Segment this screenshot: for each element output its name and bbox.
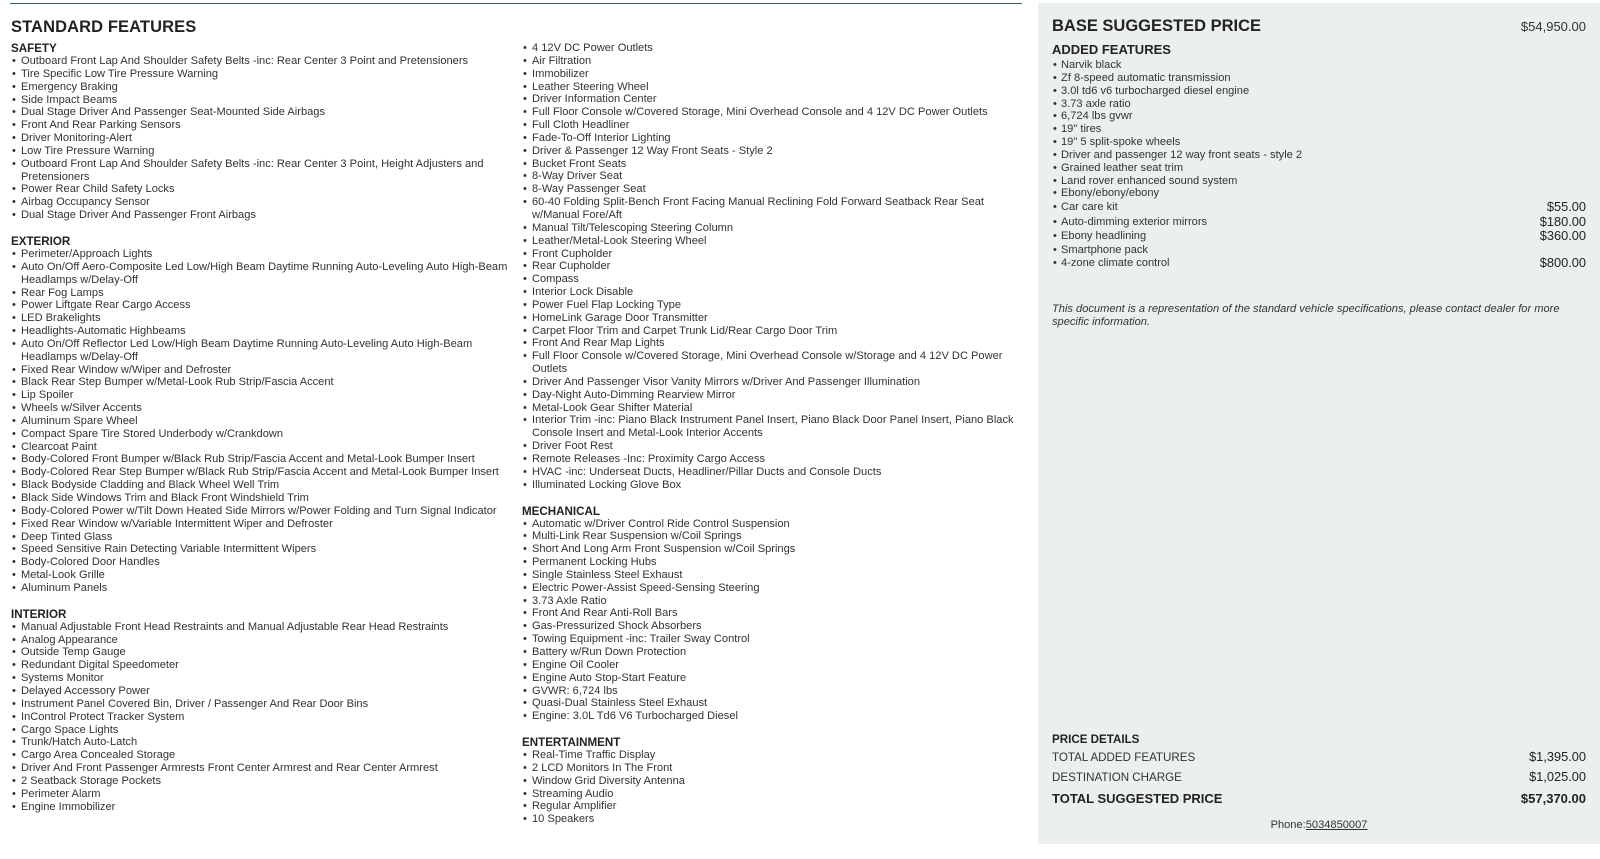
pricing-panel bbox=[1038, 3, 1600, 844]
standard-features-panel bbox=[10, 3, 1022, 856]
base-price-value: $54,950.00 bbox=[1520, 19, 1586, 34]
feature-item: • Fixed Rear Window w/Variable Intermittent Wiper and Defroster bbox=[11, 518, 509, 531]
section-heading: ENTERTAINMENT bbox=[522, 736, 621, 750]
feature-item: • Black Bodyside Cladding and Black Wheel Well Trim bbox=[11, 479, 509, 492]
added-feature-name: • 19" 5 split-spoke wheels bbox=[1061, 136, 1181, 149]
added-feature-item bbox=[1052, 110, 1586, 123]
feature-item: • Illuminated Locking Glove Box bbox=[522, 479, 1034, 492]
feature-item: • Instrument Panel Covered Bin, Driver / Passenger And Rear Door Bins bbox=[11, 698, 509, 711]
feature-item: • Power Liftgate Rear Cargo Access bbox=[11, 299, 509, 312]
section-heading: SAFETY bbox=[11, 42, 57, 55]
destination-value: $1,025.00 bbox=[1529, 769, 1586, 784]
feature-item: • Interior Trim -inc: Piano Black Instrument Panel Insert, Piano Black Door Panel Insert, Piano Black Console Insert and Metal-Look Interior Accents bbox=[522, 414, 1034, 440]
feature-item: • Manual Tilt/Telescoping Steering Column bbox=[522, 222, 1034, 235]
added-features-heading: ADDED FEATURES bbox=[1052, 42, 1171, 57]
added-feature-item bbox=[1052, 98, 1586, 111]
feature-item: • Metal-Look Gear Shifter Material bbox=[522, 402, 1034, 415]
added-feature-name: • Narvik black bbox=[1061, 59, 1122, 71]
feature-list bbox=[11, 621, 509, 814]
disclaimer: This document is a representation of the standard vehicle specifications, please contact dealer for more specific information. bbox=[1052, 303, 1560, 328]
feature-item: • Clearcoat Paint bbox=[11, 441, 509, 454]
feature-item: • Airbag Occupancy Sensor bbox=[11, 196, 509, 209]
feature-item: • 10 Speakers bbox=[522, 813, 1034, 826]
feature-item: • Body-Colored Front Bumper w/Black Rub Strip/Fascia Accent and Metal-Look Bumper Insert bbox=[11, 453, 509, 466]
added-feature-name: • Ebony/ebony/ebony bbox=[1061, 187, 1160, 200]
feature-item: • Rear Cupholder bbox=[522, 260, 1034, 273]
phone-line bbox=[1038, 819, 1600, 831]
feature-item: • 8-Way Passenger Seat bbox=[522, 183, 1034, 196]
feature-item: • Power Rear Child Safety Locks bbox=[11, 183, 509, 196]
total-added-label: TOTAL ADDED FEATURES bbox=[1052, 751, 1196, 764]
feature-item: • Trunk/Hatch Auto-Latch bbox=[11, 736, 509, 749]
section-heading: EXTERIOR bbox=[11, 234, 71, 248]
feature-item: • Driver Information Center bbox=[522, 93, 1034, 106]
base-price-label: BASE SUGGESTED PRICE bbox=[1052, 17, 1262, 35]
added-feature-item bbox=[1052, 200, 1586, 214]
standard-features-title: STANDARD FEATURES bbox=[11, 18, 197, 36]
feature-item: • InControl Protect Tracker System bbox=[11, 711, 509, 724]
added-feature-item bbox=[1052, 59, 1586, 72]
feature-item: • Multi-Link Rear Suspension w/Coil Springs bbox=[522, 530, 1034, 543]
phone-label: Phone: bbox=[1270, 819, 1306, 831]
feature-section bbox=[11, 608, 509, 814]
feature-item: • Full Floor Console w/Covered Storage, Mini Overhead Console and 4 12V DC Power Outlets bbox=[522, 106, 1034, 119]
feature-item: • Dual Stage Driver And Passenger Seat-Mounted Side Airbags bbox=[11, 106, 509, 119]
feature-item: • Gas-Pressurized Shock Absorbers bbox=[522, 620, 1034, 633]
total-price-row bbox=[1052, 791, 1586, 806]
feature-item: • Front And Rear Anti-Roll Bars bbox=[522, 607, 1034, 620]
feature-item: • Redundant Digital Speedometer bbox=[11, 659, 509, 672]
added-feature-price: $800.00 bbox=[1539, 255, 1586, 271]
added-feature-name: • 19" tires bbox=[1061, 123, 1102, 136]
added-feature-name: • Auto-dimming exterior mirrors bbox=[1061, 215, 1208, 228]
feature-item: • Engine Oil Cooler bbox=[522, 659, 1034, 672]
feature-item: • Fixed Rear Window w/Wiper and Defroster bbox=[11, 364, 509, 377]
feature-list bbox=[11, 248, 509, 595]
feature-item: • Front And Rear Map Lights bbox=[522, 337, 1034, 350]
feature-item: • Body-Colored Rear Step Bumper w/Black Rub Strip/Fascia Accent and Metal-Look Bumper Insert bbox=[11, 466, 509, 479]
added-feature-name: • Land rover enhanced sound system bbox=[1061, 174, 1238, 187]
feature-item: • Lip Spoiler bbox=[11, 389, 509, 402]
section-heading: MECHANICAL bbox=[522, 504, 600, 518]
destination-label: DESTINATION CHARGE bbox=[1052, 771, 1182, 784]
feature-item: • Low Tire Pressure Warning bbox=[11, 145, 509, 158]
feature-item: • Outboard Front Lap And Shoulder Safety Belts -inc: Rear Center 3 Point, Height Adjusters and Pretensioners bbox=[11, 158, 509, 184]
added-feature-item bbox=[1052, 256, 1586, 270]
feature-item: • 2 LCD Monitors In The Front bbox=[522, 762, 1034, 775]
added-feature-item bbox=[1052, 136, 1586, 149]
feature-section bbox=[11, 42, 509, 222]
destination-row bbox=[1052, 769, 1586, 784]
added-feature-item bbox=[1052, 85, 1586, 98]
feature-item: • Manual Adjustable Front Head Restraints and Manual Adjustable Rear Head Restraints bbox=[11, 621, 509, 634]
feature-item: • Aluminum Panels bbox=[11, 582, 509, 595]
feature-list bbox=[522, 518, 1034, 724]
feature-list bbox=[522, 749, 1034, 826]
added-feature-name: • 4-zone climate control bbox=[1061, 257, 1170, 270]
feature-item: • Front And Rear Parking Sensors bbox=[11, 119, 509, 132]
feature-item: • HomeLink Garage Door Transmitter bbox=[522, 312, 1034, 325]
feature-item: • Bucket Front Seats bbox=[522, 158, 1034, 171]
feature-item: • Black Rear Step Bumper w/Metal-Look Rub Strip/Fascia Accent bbox=[11, 376, 509, 389]
feature-item: • Carpet Floor Trim and Carpet Trunk Lid/Rear Cargo Door Trim bbox=[522, 325, 1034, 338]
feature-item: • 2 Seatback Storage Pockets bbox=[11, 775, 509, 788]
feature-item: • Engine Auto Stop-Start Feature bbox=[522, 672, 1034, 685]
feature-item: • Side Impact Beams bbox=[11, 94, 509, 107]
feature-item: • Engine Immobilizer bbox=[11, 801, 509, 814]
feature-item: • Streaming Audio bbox=[522, 788, 1034, 801]
total-added-row bbox=[1052, 749, 1586, 764]
feature-item: • LED Brakelights bbox=[11, 312, 509, 325]
added-feature-item bbox=[1052, 229, 1586, 243]
added-feature-name: • 3.0l td6 v6 turbocharged diesel engine bbox=[1061, 84, 1250, 97]
added-feature-item bbox=[1052, 72, 1586, 85]
added-feature-name: • Driver and passenger 12 way front seats - style 2 bbox=[1061, 148, 1303, 161]
phone-link[interactable]: 5034850007 bbox=[1305, 819, 1368, 831]
feature-item: • Deep Tinted Glass bbox=[11, 531, 509, 544]
feature-item: • Body-Colored Power w/Tilt Down Heated Side Mirrors w/Power Folding and Turn Signal Indicator bbox=[11, 505, 509, 518]
added-feature-name: • Grained leather seat trim bbox=[1061, 161, 1184, 174]
feature-item: • Driver Foot Rest bbox=[522, 440, 1034, 453]
feature-item: • Driver & Passenger 12 Way Front Seats - Style 2 bbox=[522, 145, 1034, 158]
feature-item: • Perimeter/Approach Lights bbox=[11, 248, 509, 261]
feature-item: • Quasi-Dual Stainless Steel Exhaust bbox=[522, 697, 1034, 710]
added-feature-item bbox=[1052, 123, 1586, 136]
feature-item: • Electric Power-Assist Speed-Sensing Steering bbox=[522, 582, 1034, 595]
feature-item: • Battery w/Run Down Protection bbox=[522, 646, 1034, 659]
added-feature-item bbox=[1052, 244, 1586, 257]
feature-item: • 3.73 Axle Ratio bbox=[522, 595, 1034, 608]
feature-item: • 60-40 Folding Split-Bench Front Facing Manual Reclining Fold Forward Seatback Rear Seat w/Manual Fore/Aft bbox=[522, 196, 1034, 222]
feature-item: • Tire Specific Low Tire Pressure Warning bbox=[11, 68, 509, 81]
total-price-label: TOTAL SUGGESTED PRICE bbox=[1052, 791, 1223, 806]
feature-item: • Headlights-Automatic Highbeams bbox=[11, 325, 509, 338]
feature-item: • Immobilizer bbox=[522, 68, 1034, 81]
feature-item: • Fade-To-Off Interior Lighting bbox=[522, 132, 1034, 145]
added-feature-price: $180.00 bbox=[1539, 213, 1586, 229]
feature-list bbox=[11, 55, 509, 222]
feature-item: • Wheels w/Silver Accents bbox=[11, 402, 509, 415]
feature-item: • Rear Fog Lamps bbox=[11, 287, 509, 300]
feature-item: • Automatic w/Driver Control Ride Control Suspension bbox=[522, 518, 1034, 531]
added-feature-item bbox=[1052, 187, 1586, 200]
feature-item: • Short And Long Arm Front Suspension w/Coil Springs bbox=[522, 543, 1034, 556]
feature-item: • Delayed Accessory Power bbox=[11, 685, 509, 698]
feature-item: • Day-Night Auto-Dimming Rearview Mirror bbox=[522, 389, 1034, 402]
section-heading: INTERIOR bbox=[11, 607, 67, 621]
feature-item: • 8-Way Driver Seat bbox=[522, 170, 1034, 183]
feature-item: • Cargo Area Concealed Storage bbox=[11, 749, 509, 762]
added-feature-price: $55.00 bbox=[1546, 199, 1586, 215]
total-added-value: $1,395.00 bbox=[1529, 749, 1586, 764]
feature-item: • Leather Steering Wheel bbox=[522, 81, 1034, 94]
feature-item: • Real-Time Traffic Display bbox=[522, 749, 1034, 762]
feature-item: • Towing Equipment -inc: Trailer Sway Control bbox=[522, 633, 1034, 646]
feature-item: • Regular Amplifier bbox=[522, 800, 1034, 813]
feature-item: • Air Filtration bbox=[522, 55, 1034, 68]
feature-item: • Full Floor Console w/Covered Storage, Mini Overhead Console w/Storage and 4 12V DC Power Outlets bbox=[522, 350, 1034, 376]
added-feature-name: • Smartphone pack bbox=[1061, 243, 1148, 256]
base-price-row bbox=[1052, 17, 1586, 36]
feature-item: • Emergency Braking bbox=[11, 81, 509, 94]
added-feature-price: $360.00 bbox=[1539, 228, 1586, 244]
feature-item: • Interior Lock Disable bbox=[522, 286, 1034, 299]
feature-item: • Leather/Metal-Look Steering Wheel bbox=[522, 235, 1034, 248]
added-feature-item bbox=[1052, 175, 1586, 188]
feature-item: • Engine: 3.0L Td6 V6 Turbocharged Diesel bbox=[522, 710, 1034, 723]
feature-list bbox=[522, 42, 1034, 492]
feature-item: • Cargo Space Lights bbox=[11, 724, 509, 737]
feature-item: • Auto On/Off Aero-Composite Led Low/High Beam Daytime Running Auto-Leveling Auto High-Beam Headlamps w/Delay-Off bbox=[11, 261, 509, 287]
feature-item: • Outside Temp Gauge bbox=[11, 646, 509, 659]
feature-item: • Single Stainless Steel Exhaust bbox=[522, 569, 1034, 582]
feature-section bbox=[522, 42, 1034, 492]
feature-item: • Body-Colored Door Handles bbox=[11, 556, 509, 569]
feature-section bbox=[11, 235, 509, 595]
feature-item: • Auto On/Off Reflector Led Low/High Beam Daytime Running Auto-Leveling Auto High-Beam Headlamps w/Delay-Off bbox=[11, 338, 509, 364]
added-feature-item bbox=[1052, 162, 1586, 175]
feature-item: • Compass bbox=[522, 273, 1034, 286]
added-feature-name: • Ebony headlining bbox=[1061, 230, 1147, 243]
feature-item: • Driver And Front Passenger Armrests Front Center Armrest and Rear Center Armrest bbox=[11, 762, 509, 775]
added-feature-name: • Car care kit bbox=[1061, 201, 1118, 214]
feature-item: • HVAC -inc: Underseat Ducts, Headliner/Pillar Ducts and Console Ducts bbox=[522, 466, 1034, 479]
added-feature-name: • 3.73 axle ratio bbox=[1061, 97, 1131, 110]
feature-item: • Dual Stage Driver And Passenger Front Airbags bbox=[11, 209, 509, 222]
price-details-heading: PRICE DETAILS bbox=[1052, 733, 1140, 746]
feature-item: • Analog Appearance bbox=[11, 634, 509, 647]
features-column-2 bbox=[522, 42, 1034, 826]
feature-item: • Front Cupholder bbox=[522, 248, 1034, 261]
feature-item: • Systems Monitor bbox=[11, 672, 509, 685]
feature-item: • Power Fuel Flap Locking Type bbox=[522, 299, 1034, 312]
feature-item: • Metal-Look Grille bbox=[11, 569, 509, 582]
feature-item: • Permanent Locking Hubs bbox=[522, 556, 1034, 569]
feature-item: • Black Side Windows Trim and Black Front Windshield Trim bbox=[11, 492, 509, 505]
total-price-value: $57,370.00 bbox=[1520, 791, 1586, 806]
feature-item: • Compact Spare Tire Stored Underbody w/Crankdown bbox=[11, 428, 509, 441]
feature-item: • Outboard Front Lap And Shoulder Safety Belts -inc: Rear Center 3 Point and Pretensioners bbox=[11, 55, 509, 68]
feature-item: • Aluminum Spare Wheel bbox=[11, 415, 509, 428]
added-features-list bbox=[1052, 59, 1586, 271]
feature-item: • Remote Releases -Inc: Proximity Cargo Access bbox=[522, 453, 1034, 466]
feature-item: • Perimeter Alarm bbox=[11, 788, 509, 801]
feature-section bbox=[522, 505, 1034, 724]
feature-section bbox=[522, 736, 1034, 826]
feature-item: • 4 12V DC Power Outlets bbox=[522, 42, 1034, 55]
feature-item: • Driver And Passenger Visor Vanity Mirrors w/Driver And Passenger Illumination bbox=[522, 376, 1034, 389]
feature-item: • Full Cloth Headliner bbox=[522, 119, 1034, 132]
feature-item: • Speed Sensitive Rain Detecting Variable Intermittent Wipers bbox=[11, 543, 509, 556]
added-feature-name: • Zf 8-speed automatic transmission bbox=[1061, 71, 1231, 84]
added-feature-name: • 6,724 lbs gvwr bbox=[1061, 110, 1133, 123]
added-feature-item bbox=[1052, 149, 1586, 162]
feature-item: • Window Grid Diversity Antenna bbox=[522, 775, 1034, 788]
feature-item: • Driver Monitoring-Alert bbox=[11, 132, 509, 145]
feature-item: • GVWR: 6,724 lbs bbox=[522, 685, 1034, 698]
added-feature-item bbox=[1052, 215, 1586, 229]
features-column-1 bbox=[11, 42, 509, 813]
